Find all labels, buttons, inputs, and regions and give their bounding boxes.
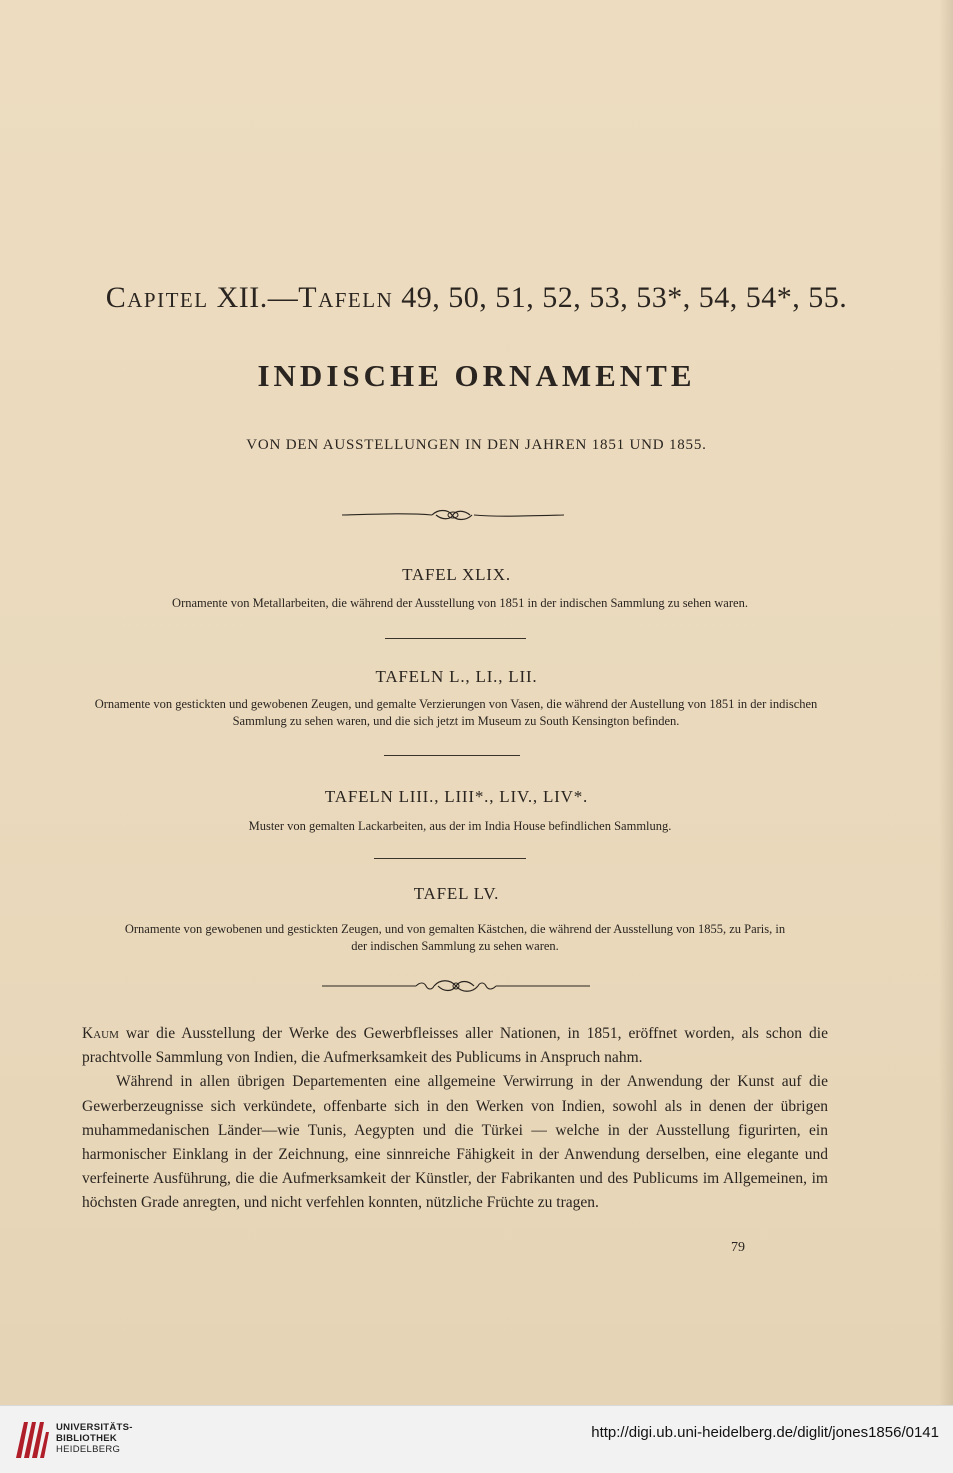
chapter-tafeln-word: Tafeln [298,281,394,314]
section-description-tafeln-l-li-lii: Ornamente von gestickten und gewobenen Zeugen, und gemalte Verzierungen von Vasen, die während der Austellung von 1851 in der indischen Sammlung zu sehen waren, und die sich jetzt im Museum zu South Kensington befinden. [94,697,818,728]
page-edge-shadow [939,0,953,1405]
library-name-line-2: BIBLIOTHEK [56,1433,118,1444]
body-text [82,1022,828,1216]
section-divider [385,638,526,639]
paragraph-1 [82,1022,828,1070]
section-heading-tafeln-l-li-lii: TAFELN L., LI., LII. [375,667,538,686]
chapter-dash: — [267,281,299,314]
library-name-line-3: HEIDELBERG [56,1444,121,1455]
chapter-prefix: Capitel [105,281,209,314]
section-heading-tafel-xlix: TAFEL XLIX. [402,565,511,584]
section-heading-tafeln-liii-liv: TAFELN LIII., LIII*., LIV., LIV*. [324,787,589,806]
paragraph-2: Während in allen übrigen Departementen eine allgemeine Verwirrung in der Anwendung der Kunst auf die Gewerberzeugnisse sich verkündete, offenbarte sich in den Werken von Indien, sowohl als in denen der übrigen muhammedanischen Länder—wie Tunis, Aegypten und die Türkei — welche in der Ausstellung figurirten, ein harmonischer Einklang in der Zeichnung, eine sinnreiche Fähigkeit in der Anwendung derselben, eine elegante und verfeinerte Ausführung, die die Aufmerksamkeit der Künstler, der Fabrikanten und des Publicums im Allgemeinen, im höchsten Grade anregten, und nicht verfehlen konnten, nützliche Früchte zu tragen. [82,1073,828,1212]
section-description-tafel-xlix: Ornamente von Metallarbeiten, die während der Ausstellung von 1851 in der indischen Sammlung zu sehen waren. [172,596,748,610]
chapter-heading [0,281,953,315]
chapter-plates: 49, 50, 51, 52, 53, 53*, 54, 54*, 55. [401,281,848,314]
page-subtitle: VON DEN AUSSTELLUNGEN IN DEN JAHREN 1851 UND 1855. [246,437,707,453]
university-library-logo-icon [12,1418,52,1462]
library-name-line-1: UNIVERSITÄTS- [56,1422,133,1433]
section-description-tafel-lv: Ornamente von gewobenen und gestickten Zeugen, und von gemalten Kästchen, die während der Ausstellung von 1855, zu Paris, in der indischen Sammlung zu sehen waren. [124,922,786,953]
paragraph-1-text: war die Ausstellung der Werke des Gewerbfleisses aller Nationen, in 1851, eröffnet worden, als schon die prachtvolle Sammlung von Indien, die Aufmerksamkeit des Publicums in Anspruch nahm. [82,1025,828,1067]
viewer-footer [0,1405,953,1473]
section-divider [384,755,520,756]
library-name [56,1422,133,1455]
page-title: INDISCHE ORNAMENTE [257,358,696,393]
section-description-tafeln-liii-liv: Muster von gemalten Lackarbeiten, aus der im India House befindlichen Sammlung. [248,819,672,833]
flourish-ornament-bottom [320,976,592,996]
paragraph-1-lead: Kaum [82,1025,119,1042]
section-heading-tafel-lv: TAFEL LV. [413,884,500,903]
page-number: 79 [731,1240,745,1255]
document-url-link[interactable]: http://digi.ub.uni-heidelberg.de/diglit/jones1856/0141 [591,1424,939,1441]
section-divider [374,858,526,859]
flourish-ornament-top [340,505,566,525]
chapter-number: XII. [216,281,268,314]
